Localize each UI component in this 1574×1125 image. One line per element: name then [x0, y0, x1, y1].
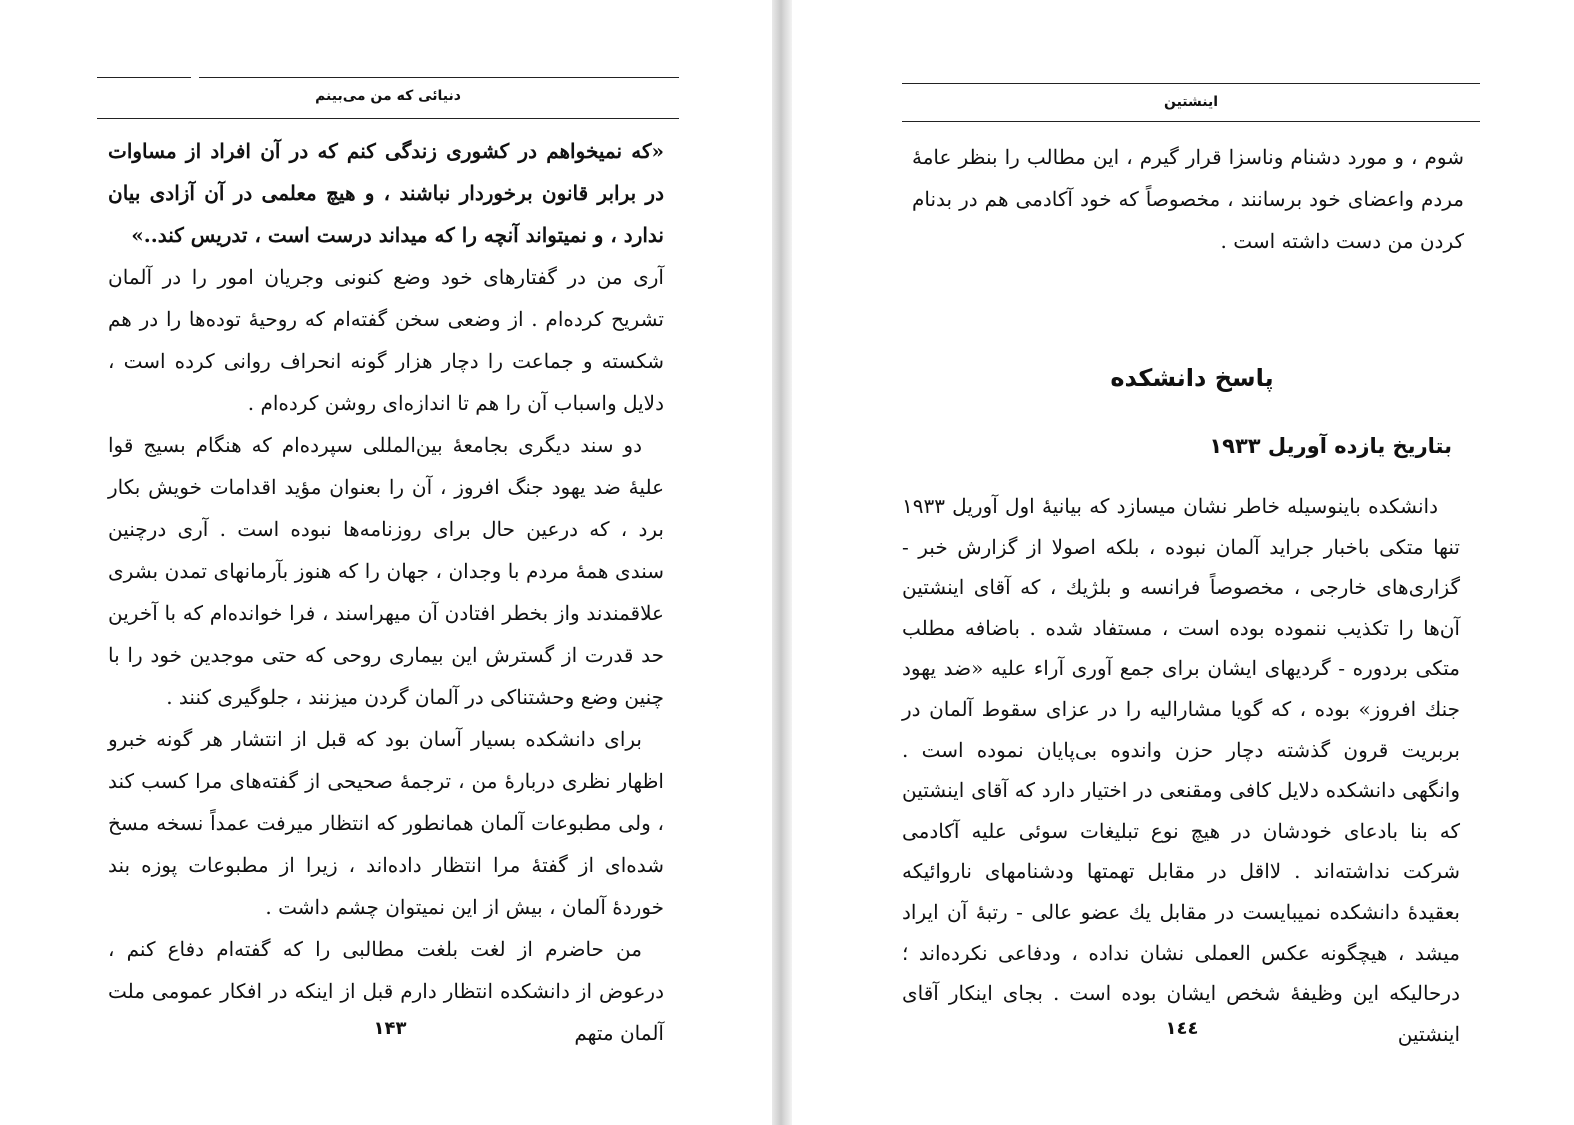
book-gutter	[772, 0, 792, 1125]
left-body-text	[108, 130, 664, 1054]
section-title: پاسخ دانشکده	[1110, 364, 1274, 392]
opening-quote: «که نمیخواهم در کشوری زندگی کنم که در آن افراد از مساوات در برابر قانون برخوردار نباشند ، و هیچ معلمی در آن آزادی بیان ندارد ، و نمیتواند آنچه را که میداند درست است ، تدریس کند..»	[108, 139, 664, 247]
date-line: بتاریخ یازده آوریل ۱۹۳۳	[1209, 434, 1452, 458]
header-rule-left-long	[199, 77, 679, 78]
right-top-paragraph: شوم ، و مورد دشنام وناسزا قرار گیرم ، این مطالب را بنظر عامهٔ مردم واعضای خود برسانند ، مخصوصاً که خود آکادمی هم در بدنام کردن من دست داشته است .	[912, 145, 1464, 253]
right-page	[792, 0, 1574, 1125]
paragraph-1: آری من در گفتارهای خود وضع کنونی وجریان امور را در آلمان تشریح کرده‌ام . از وضعی سخن گفته‌ام که روحیهٔ توده‌ها را در هم شکسته و جماعت را دچار هزار گونه انحراف روانی کرده است ، دلایل واسباب آن را هم تا اندازه‌ای روشن کرده‌ام .	[108, 265, 664, 415]
right-body-paragraph: دانشکده باینوسیله خاطر نشان میسازد که بیانیهٔ اول آوریل ۱۹۳۳ تنها متکی باخبار جراید آلمان نبوده ، بلکه اصولا از گزارش خبر - گزاری‌های خارجی ، مخصوصاً فرانسه و بلژیك ، که آقای اینشتین آن‌ها را تکذیب ننموده بوده است ، مستفاد شده . باضافه مطلب متکی بردوره - گردیهای ایشان برای جمع آوری آراء علیه «ضد یهود جنك افروز» بوده ، که گویا مشارالیه را در عزای سقوط آلمان در بربریت قرون گذشته دچار حزن واندوه بی‌پایان نموده است . وانگهی دانشکده دلایل کافی ومقنعی در اختیار دارد که آقای اینشتین که بنا بادعای خودشان در هیچ نوع تبلیغات سوئی علیه آکادمی شرکت نداشته‌اند . لااقل در مقابل تهمتها ودشنامهای ناروائیکه بعقیدهٔ دانشکده نمیبایست در مقابل یك عضو عالی - رتبهٔ آن ایراد میشد ، هیچگونه عکس العملی نشان نداده ، ودفاعی نکرده‌اند ؛ درحالیکه این وظیفهٔ شخص ایشان بوده است . بجای اینکار آقای اینشتین	[902, 494, 1460, 1046]
paragraph-4: من حاضرم از لغت بلغت مطالبی را که گفته‌ام دفاع کنم ، درعوض از دانشکده انتظار دارم قبل از اینکه در افکار عمومی ملت آلمان متهم	[108, 937, 664, 1045]
running-head: دنیائی که من می‌بینم	[315, 88, 461, 104]
header-rule-right-bottom	[902, 121, 1480, 122]
running-head: اینشتین	[1163, 94, 1219, 110]
header-rule-left-short	[97, 77, 191, 78]
paragraph-3: برای دانشکده بسیار آسان بود که قبل از انتشار هر گونه خبرو اظهار نظری دربارهٔ من ، ترجمهٔ صحیحی از گفته‌های مرا کسب کند ، ولی مطبوعات آلمان همانطور که انتظار میرفت عمداً نسخه مسخ شده‌ای از گفتهٔ مرا انتظار داده‌اند ، زیرا از مطبوعات پوزه بند خوردهٔ آلمان ، بیش از این نمیتوان چشم داشت .	[108, 727, 664, 919]
left-page	[0, 0, 772, 1125]
header-rule-right-top	[902, 83, 1480, 84]
header-rule-left-bottom	[97, 118, 679, 119]
paragraph-2: دو سند دیگری بجامعهٔ بین‌المللی سپرده‌ام که هنگام بسیج قوا علیهٔ ضد یهود جنگ افروز ، آن را بعنوان مؤید اقدامات خویش بکار برد ، که درعین حال برای روزنامه‌ها نبوده است . آری درچنین سندی همهٔ مردم با وجدان ، جهان را که هنوز بآرمانهای تمدن بشری علاقمندند واز بخطر افتادن آن میهراسند ، فرا خوانده‌ام که با آخرین حد قدرت از گسترش این بیماری روحی که حتی موجدین خود را با چنین وضع وحشتناکی در آلمان گردن میزنند ، جلوگیری کنند .	[108, 433, 664, 709]
page-number: ۱٤٤	[1165, 1018, 1199, 1039]
page-number: ۱۴۳	[373, 1018, 407, 1039]
